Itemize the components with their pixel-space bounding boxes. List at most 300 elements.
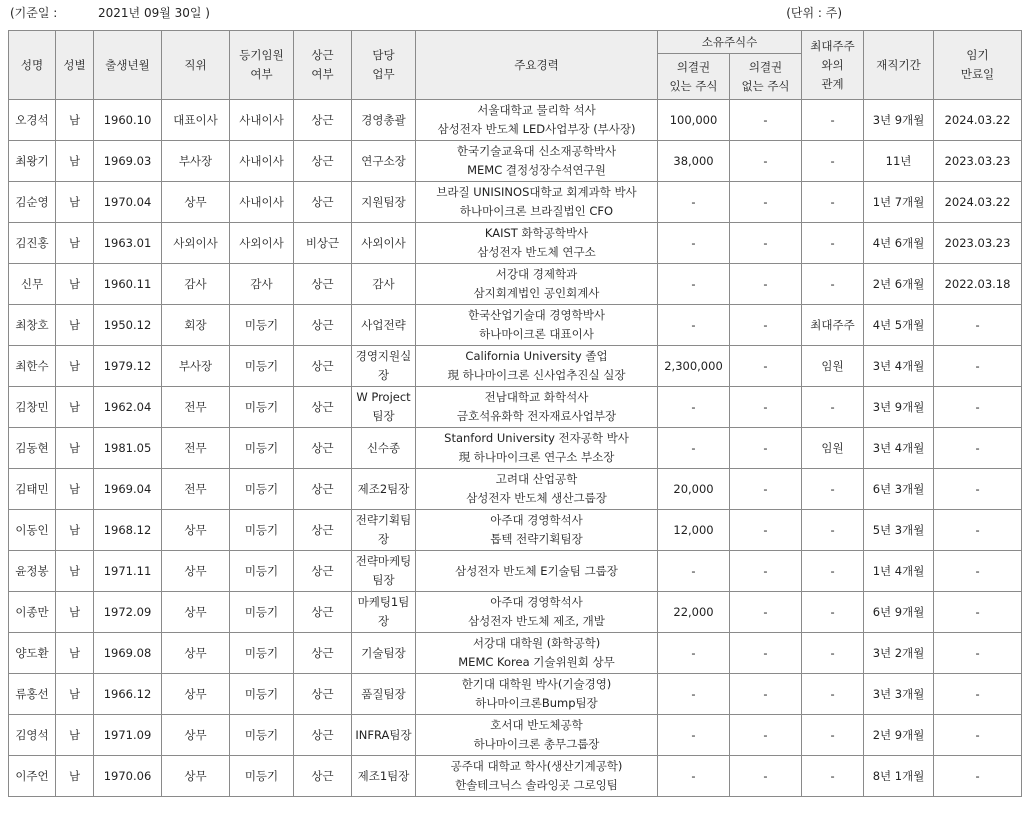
cell-career-line: 아주대 경영학석사	[490, 595, 583, 609]
cell-career	[416, 633, 658, 674]
cell-shares-voting: -	[658, 182, 730, 223]
cell-duty	[352, 305, 416, 346]
cell-shares-nonvoting: -	[730, 141, 802, 182]
cell-term-end: -	[934, 346, 1022, 387]
cell-relation: -	[802, 387, 864, 428]
cell-gender: 남	[56, 592, 94, 633]
cell-gender: 남	[56, 674, 94, 715]
cell-tenure: 1년 4개월	[864, 551, 934, 592]
cell-career	[416, 469, 658, 510]
cell-duty	[352, 387, 416, 428]
cell-shares-nonvoting: -	[730, 715, 802, 756]
cell-name: 최창호	[9, 305, 56, 346]
cell-career-line: KAIST 화학공학박사	[484, 226, 589, 240]
table-row	[9, 100, 1022, 141]
table-row	[9, 182, 1022, 223]
table-row	[9, 428, 1022, 469]
cell-position: 전무	[162, 469, 230, 510]
report-header	[10, 4, 1022, 22]
cell-term-end: -	[934, 633, 1022, 674]
cell-registered: 미등기	[230, 592, 294, 633]
cell-registered: 감사	[230, 264, 294, 305]
cell-career-line: 삼성전자 반도체 E기술팀 그룹장	[455, 563, 618, 578]
col-term-end: 임기 만료일	[934, 31, 1022, 100]
cell-career-line: 전남대학교 화학석사	[484, 390, 589, 404]
cell-career-line: 서울대학교 물리학 석사	[477, 103, 596, 117]
cell-career-line: MEMC 결정성장수석연구원	[467, 163, 606, 177]
cell-term-end: -	[934, 387, 1022, 428]
cell-duty	[352, 182, 416, 223]
cell-duty-line: 신수종	[366, 440, 401, 455]
col-duty: 담당 업무	[352, 31, 416, 100]
cell-shares-voting: 38,000	[658, 141, 730, 182]
cell-career-line: 하나마이크론Bump팀장	[475, 696, 598, 710]
cell-gender: 남	[56, 100, 94, 141]
cell-relation: -	[802, 100, 864, 141]
cell-career	[416, 551, 658, 592]
cell-fulltime: 상근	[294, 141, 352, 182]
col-relation: 최대주주 와의 관계	[802, 31, 864, 100]
col-shares-voting: 의결권 있는 주식	[658, 54, 730, 100]
cell-name: 최한수	[9, 346, 56, 387]
cell-tenure: 3년 3개월	[864, 674, 934, 715]
cell-duty-line: 마케팅1팀장	[357, 595, 410, 628]
cell-name: 이종만	[9, 592, 56, 633]
cell-birth: 1963.01	[94, 223, 162, 264]
cell-gender: 남	[56, 510, 94, 551]
cell-birth: 1970.06	[94, 756, 162, 797]
cell-name: 윤정봉	[9, 551, 56, 592]
cell-relation: -	[802, 715, 864, 756]
cell-fulltime: 상근	[294, 100, 352, 141]
cell-shares-voting: -	[658, 715, 730, 756]
cell-duty	[352, 674, 416, 715]
cell-gender: 남	[56, 264, 94, 305]
cell-relation: -	[802, 510, 864, 551]
cell-birth: 1960.10	[94, 100, 162, 141]
cell-career-line: 하나마이크론 총무그룹장	[473, 737, 600, 751]
cell-career-line: 공주대 대학교 학사(생산기계공학)	[450, 759, 623, 773]
cell-career-line: 금호석유화학 전자재료사업부장	[456, 409, 617, 423]
cell-duty	[352, 756, 416, 797]
cell-relation: -	[802, 141, 864, 182]
cell-duty-line: 기술팀장	[361, 645, 406, 660]
cell-shares-nonvoting: -	[730, 264, 802, 305]
cell-fulltime: 상근	[294, 428, 352, 469]
cell-term-end: -	[934, 674, 1022, 715]
cell-fulltime: 상근	[294, 182, 352, 223]
cell-career-line: 삼지회계법인 공인회계사	[473, 286, 600, 300]
table-row	[9, 305, 1022, 346]
cell-shares-voting: -	[658, 674, 730, 715]
cell-relation: 임원	[802, 428, 864, 469]
cell-fulltime: 상근	[294, 264, 352, 305]
cell-relation: -	[802, 756, 864, 797]
cell-tenure: 3년 4개월	[864, 346, 934, 387]
cell-shares-voting: -	[658, 633, 730, 674]
cell-tenure: 2년 6개월	[864, 264, 934, 305]
cell-duty-line: 경영총괄	[361, 112, 406, 127]
cell-position: 상무	[162, 510, 230, 551]
col-shares-nonvoting: 의결권 없는 주식	[730, 54, 802, 100]
cell-tenure: 2년 9개월	[864, 715, 934, 756]
cell-birth: 1969.04	[94, 469, 162, 510]
cell-tenure: 3년 4개월	[864, 428, 934, 469]
cell-registered: 미등기	[230, 428, 294, 469]
cell-registered: 미등기	[230, 551, 294, 592]
cell-gender: 남	[56, 305, 94, 346]
cell-position: 상무	[162, 633, 230, 674]
cell-tenure: 3년 9개월	[864, 100, 934, 141]
cell-relation: -	[802, 182, 864, 223]
cell-birth: 1962.04	[94, 387, 162, 428]
cell-registered: 미등기	[230, 633, 294, 674]
cell-duty-line: 제조1팀장	[357, 768, 410, 783]
table-row	[9, 141, 1022, 182]
cell-shares-nonvoting: -	[730, 592, 802, 633]
col-shares-group: 소유주식수	[658, 31, 802, 54]
cell-career-line: 브라질 UNISINOS대학교 회계과학 박사	[436, 185, 637, 199]
cell-tenure: 8년 1개월	[864, 756, 934, 797]
cell-duty-line: 전략마케팅	[355, 554, 412, 568]
cell-position: 전무	[162, 387, 230, 428]
cell-gender: 남	[56, 469, 94, 510]
cell-duty	[352, 223, 416, 264]
cell-career	[416, 387, 658, 428]
cell-registered: 미등기	[230, 756, 294, 797]
cell-duty	[352, 592, 416, 633]
table-row	[9, 551, 1022, 592]
cell-career-line: 하나마이크론 대표이사	[479, 327, 594, 341]
cell-career-line: 호서대 반도체공학	[490, 718, 583, 732]
cell-birth: 1971.09	[94, 715, 162, 756]
cell-name: 최왕기	[9, 141, 56, 182]
cell-birth: 1969.03	[94, 141, 162, 182]
cell-duty-line: 전략기획팀	[355, 513, 412, 527]
cell-shares-voting: -	[658, 387, 730, 428]
cell-shares-voting: 2,300,000	[658, 346, 730, 387]
cell-duty	[352, 510, 416, 551]
cell-relation: -	[802, 592, 864, 633]
cell-position: 전무	[162, 428, 230, 469]
cell-registered: 미등기	[230, 715, 294, 756]
cell-career-line: 삼성전자 반도체 LED사업부장 (부사장)	[437, 122, 636, 136]
cell-relation: 최대주주	[802, 305, 864, 346]
cell-term-end: 2024.03.22	[934, 182, 1022, 223]
cell-relation: -	[802, 633, 864, 674]
cell-term-end: 2023.03.23	[934, 223, 1022, 264]
cell-shares-voting: -	[658, 223, 730, 264]
cell-registered: 미등기	[230, 469, 294, 510]
cell-fulltime: 상근	[294, 305, 352, 346]
cell-duty	[352, 100, 416, 141]
cell-career	[416, 223, 658, 264]
table-row	[9, 346, 1022, 387]
cell-term-end: -	[934, 756, 1022, 797]
cell-gender: 남	[56, 182, 94, 223]
cell-relation: -	[802, 551, 864, 592]
cell-fulltime: 상근	[294, 756, 352, 797]
table-row	[9, 715, 1022, 756]
cell-birth: 1972.09	[94, 592, 162, 633]
col-career: 주요경력	[416, 31, 658, 100]
cell-fulltime: 상근	[294, 469, 352, 510]
cell-duty-line: 사외이사	[361, 235, 406, 250]
cell-registered: 미등기	[230, 510, 294, 551]
cell-career-line: 삼성전자 반도체 제조, 개발	[468, 614, 605, 628]
cell-duty	[352, 428, 416, 469]
col-gender: 성별	[56, 31, 94, 100]
cell-career	[416, 715, 658, 756]
cell-career-line: Stanford University 전자공학 박사	[444, 431, 629, 445]
cell-name: 이주언	[9, 756, 56, 797]
cell-career	[416, 264, 658, 305]
table-row	[9, 223, 1022, 264]
cell-birth: 1970.04	[94, 182, 162, 223]
cell-birth: 1950.12	[94, 305, 162, 346]
cell-relation: -	[802, 264, 864, 305]
cell-duty-line: 지원팀장	[361, 194, 406, 209]
cell-shares-nonvoting: -	[730, 428, 802, 469]
cell-duty	[352, 141, 416, 182]
cell-duty-line: W Project	[356, 390, 411, 404]
unit-label: (단위 : 주)	[786, 6, 842, 20]
cell-career-line: 삼성전자 반도체 생산그룹장	[466, 491, 607, 505]
cell-career	[416, 346, 658, 387]
col-name: 성명	[9, 31, 56, 100]
cell-career-line: 아주대 경영학석사	[490, 513, 583, 527]
cell-tenure: 3년 2개월	[864, 633, 934, 674]
cell-career-line: 現 하나마이크론 신사업추진실 실장	[447, 368, 626, 382]
cell-gender: 남	[56, 551, 94, 592]
cell-name: 김영석	[9, 715, 56, 756]
cell-duty	[352, 633, 416, 674]
cell-name: 오경석	[9, 100, 56, 141]
cell-position: 부사장	[162, 141, 230, 182]
cell-name: 김진홍	[9, 223, 56, 264]
cell-relation: -	[802, 674, 864, 715]
col-fulltime: 상근 여부	[294, 31, 352, 100]
col-birth: 출생년월	[94, 31, 162, 100]
table-row	[9, 592, 1022, 633]
cell-gender: 남	[56, 756, 94, 797]
cell-duty	[352, 715, 416, 756]
cell-duty	[352, 264, 416, 305]
cell-position: 상무	[162, 756, 230, 797]
cell-name: 김태민	[9, 469, 56, 510]
cell-career-line: 한기대 대학원 박사(기술경영)	[461, 677, 612, 691]
cell-registered: 미등기	[230, 387, 294, 428]
col-registered: 등기임원 여부	[230, 31, 294, 100]
table-row	[9, 469, 1022, 510]
cell-registered: 사내이사	[230, 100, 294, 141]
cell-shares-nonvoting: -	[730, 674, 802, 715]
base-date-label: (기준일 :	[10, 6, 58, 20]
cell-fulltime: 비상근	[294, 223, 352, 264]
cell-shares-nonvoting: -	[730, 633, 802, 674]
cell-career-line: 고려대 산업공학	[495, 472, 578, 486]
cell-position: 상무	[162, 182, 230, 223]
cell-duty-line: 연구소장	[361, 153, 406, 168]
table-row	[9, 510, 1022, 551]
cell-position: 상무	[162, 674, 230, 715]
cell-name: 김순영	[9, 182, 56, 223]
cell-career-line: 서강대 경제학과	[495, 267, 578, 281]
cell-shares-voting: -	[658, 305, 730, 346]
cell-shares-nonvoting: -	[730, 223, 802, 264]
cell-shares-voting: -	[658, 756, 730, 797]
cell-gender: 남	[56, 223, 94, 264]
base-date: 2021년 09월 30일 )	[98, 6, 210, 20]
cell-duty	[352, 469, 416, 510]
cell-term-end: -	[934, 715, 1022, 756]
cell-career	[416, 592, 658, 633]
cell-position: 부사장	[162, 346, 230, 387]
cell-career	[416, 100, 658, 141]
cell-birth: 1971.11	[94, 551, 162, 592]
cell-name: 양도환	[9, 633, 56, 674]
cell-duty-line: 팀장	[372, 573, 395, 587]
cell-duty-line: 장	[377, 368, 390, 382]
cell-position: 회장	[162, 305, 230, 346]
cell-name: 류홍선	[9, 674, 56, 715]
cell-fulltime: 상근	[294, 674, 352, 715]
cell-career	[416, 182, 658, 223]
cell-fulltime: 상근	[294, 633, 352, 674]
cell-duty-line: 감사	[372, 276, 395, 291]
cell-shares-voting: 12,000	[658, 510, 730, 551]
cell-shares-voting: -	[658, 264, 730, 305]
cell-term-end: 2023.03.23	[934, 141, 1022, 182]
table-body	[9, 100, 1022, 797]
cell-position: 사외이사	[162, 223, 230, 264]
cell-name: 이동인	[9, 510, 56, 551]
table-row	[9, 387, 1022, 428]
cell-position: 대표이사	[162, 100, 230, 141]
cell-term-end: -	[934, 592, 1022, 633]
cell-career-line: 한솔테크닉스 솔라잉곳 그로잉팀	[455, 778, 618, 792]
cell-fulltime: 상근	[294, 551, 352, 592]
cell-gender: 남	[56, 346, 94, 387]
cell-tenure: 1년 7개월	[864, 182, 934, 223]
cell-tenure: 3년 9개월	[864, 387, 934, 428]
cell-relation: -	[802, 223, 864, 264]
cell-career-line: 톱텍 전략기획팀장	[490, 532, 583, 546]
cell-position: 상무	[162, 551, 230, 592]
cell-career-line: 한국기술교육대 신소재공학박사	[456, 144, 617, 158]
cell-registered: 미등기	[230, 346, 294, 387]
cell-career	[416, 428, 658, 469]
cell-shares-voting: 20,000	[658, 469, 730, 510]
cell-registered: 미등기	[230, 305, 294, 346]
cell-registered: 미등기	[230, 674, 294, 715]
cell-career-line: 現 하나마이크론 연구소 부소장	[458, 450, 615, 464]
cell-name: 신무	[9, 264, 56, 305]
cell-position: 상무	[162, 715, 230, 756]
cell-career-line: 하나마이크론 브라질법인 CFO	[459, 204, 614, 218]
cell-duty-line: 품질팀장	[361, 686, 406, 701]
cell-shares-nonvoting: -	[730, 387, 802, 428]
cell-career-line: 한국산업기술대 경영학박사	[468, 308, 605, 322]
cell-fulltime: 상근	[294, 510, 352, 551]
cell-shares-nonvoting: -	[730, 346, 802, 387]
cell-shares-voting: -	[658, 428, 730, 469]
cell-birth: 1968.12	[94, 510, 162, 551]
cell-position: 상무	[162, 592, 230, 633]
cell-tenure: 5년 3개월	[864, 510, 934, 551]
cell-career-line: 서강대 대학원 (화학공학)	[472, 636, 601, 650]
cell-career	[416, 674, 658, 715]
cell-birth: 1969.08	[94, 633, 162, 674]
cell-position: 감사	[162, 264, 230, 305]
cell-career	[416, 305, 658, 346]
cell-career-line: MEMC Korea 기술위원회 상무	[458, 655, 615, 669]
cell-tenure: 4년 6개월	[864, 223, 934, 264]
cell-career	[416, 510, 658, 551]
cell-registered: 사내이사	[230, 141, 294, 182]
cell-duty-line: 사업전략	[361, 317, 406, 332]
cell-term-end: -	[934, 510, 1022, 551]
cell-gender: 남	[56, 633, 94, 674]
cell-fulltime: 상근	[294, 715, 352, 756]
cell-term-end: -	[934, 469, 1022, 510]
cell-term-end: 2024.03.22	[934, 100, 1022, 141]
cell-tenure: 6년 3개월	[864, 469, 934, 510]
cell-registered: 사내이사	[230, 182, 294, 223]
cell-term-end: 2022.03.18	[934, 264, 1022, 305]
cell-term-end: -	[934, 305, 1022, 346]
cell-birth: 1981.05	[94, 428, 162, 469]
cell-duty	[352, 346, 416, 387]
cell-career	[416, 141, 658, 182]
col-position: 직위	[162, 31, 230, 100]
cell-shares-nonvoting: -	[730, 510, 802, 551]
executive-table	[8, 30, 1022, 797]
cell-fulltime: 상근	[294, 387, 352, 428]
cell-duty-line: 제조2팀장	[357, 481, 410, 496]
cell-duty	[352, 551, 416, 592]
cell-term-end: -	[934, 428, 1022, 469]
cell-shares-voting: 100,000	[658, 100, 730, 141]
cell-name: 김동현	[9, 428, 56, 469]
table-row	[9, 264, 1022, 305]
cell-tenure: 4년 5개월	[864, 305, 934, 346]
cell-gender: 남	[56, 428, 94, 469]
cell-career	[416, 756, 658, 797]
cell-gender: 남	[56, 715, 94, 756]
cell-career-line: 삼성전자 반도체 연구소	[477, 245, 596, 259]
table-row	[9, 674, 1022, 715]
cell-shares-nonvoting: -	[730, 305, 802, 346]
cell-shares-voting: 22,000	[658, 592, 730, 633]
cell-tenure: 6년 9개월	[864, 592, 934, 633]
cell-fulltime: 상근	[294, 346, 352, 387]
cell-duty-line: 장	[377, 532, 390, 546]
col-tenure: 재직기간	[864, 31, 934, 100]
cell-shares-nonvoting: -	[730, 100, 802, 141]
cell-birth: 1979.12	[94, 346, 162, 387]
table-row	[9, 633, 1022, 674]
cell-birth: 1960.11	[94, 264, 162, 305]
cell-duty-line: INFRA팀장	[355, 727, 412, 742]
cell-gender: 남	[56, 387, 94, 428]
cell-shares-nonvoting: -	[730, 182, 802, 223]
cell-birth: 1966.12	[94, 674, 162, 715]
cell-fulltime: 상근	[294, 592, 352, 633]
cell-shares-nonvoting: -	[730, 756, 802, 797]
cell-shares-nonvoting: -	[730, 469, 802, 510]
cell-name: 김창민	[9, 387, 56, 428]
